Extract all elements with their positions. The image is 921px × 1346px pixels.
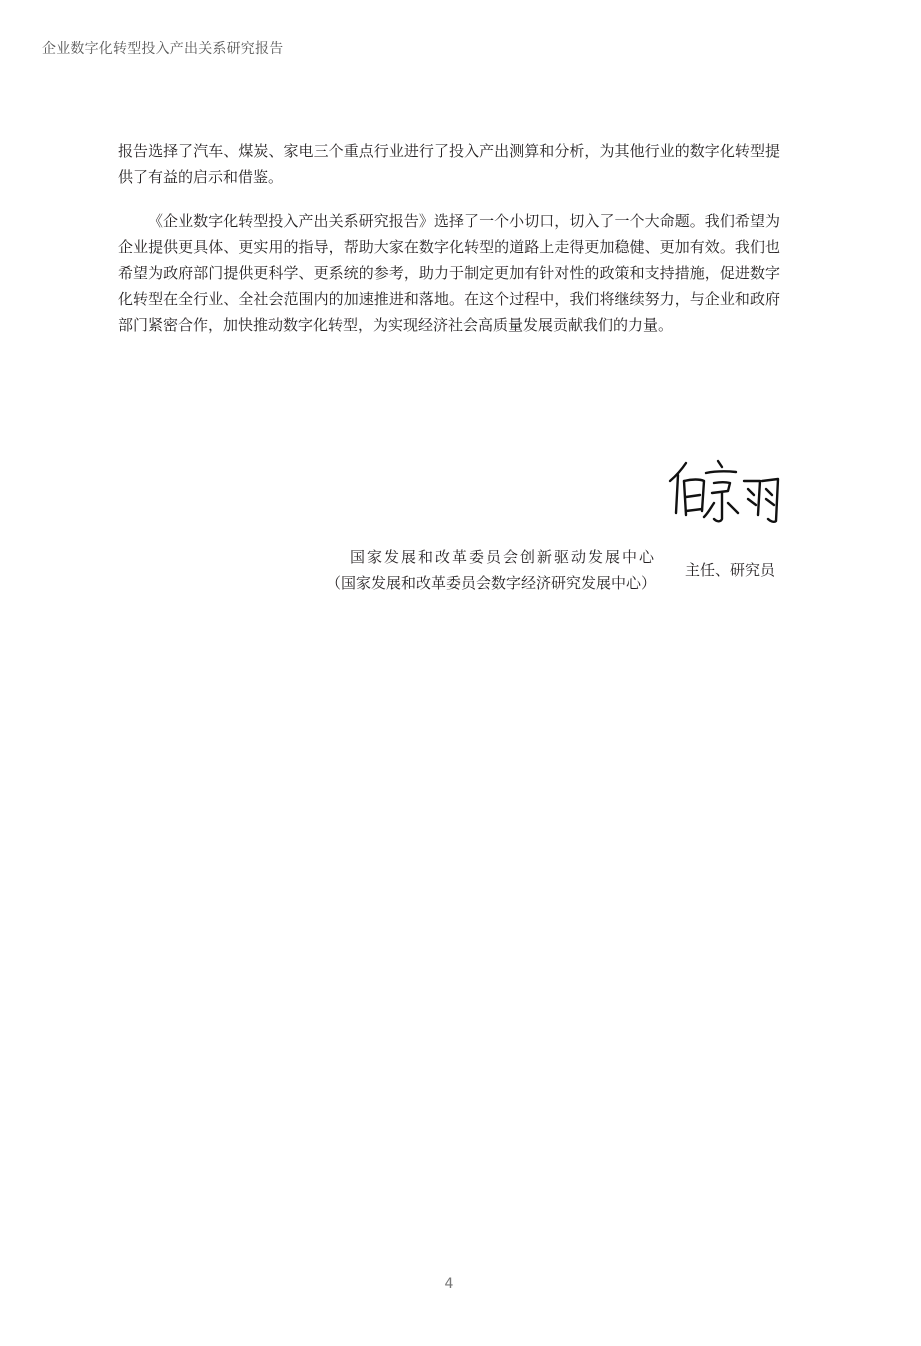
- organization-alias: （国家发展和改革委员会数字经济研究发展中心）: [325, 574, 656, 592]
- running-header: 企业数字化转型投入产出关系研究报告: [42, 41, 284, 57]
- body-paragraph-1: 报告选择了汽车、煤炭、家电三个重点行业进行了投入产出测算和分析，为其他行业的数字化转型提供了有益的启示和借鉴。: [118, 142, 780, 186]
- organization-name: 国家发展和改革委员会创新驱动发展中心: [349, 548, 656, 566]
- signature-organization: [300, 544, 656, 596]
- page-number: 4: [444, 1276, 454, 1292]
- body-paragraph-2: 《企业数字化转型投入产出关系研究报告》选择了一个小切口，切入了一个大命题。我们希望为企业提供更具体、更实用的指导，帮助大家在数字化转型的道路上走得更加稳健、更加有效。我们也希望为政府部门提供更科学、更系统的参考，助力于制定更加有针对性的政策和支持措施，促进数字化转型在全行业、全社会范围内的加速推进和落地。在这个过程中，我们将继续努力，与企业和政府部门紧密合作，加快推动数字化转型，为实现经济社会高质量发展贡献我们的力量。: [118, 212, 780, 334]
- handwritten-signature: [664, 455, 784, 531]
- signatory-position: 主任、研究员: [685, 561, 776, 579]
